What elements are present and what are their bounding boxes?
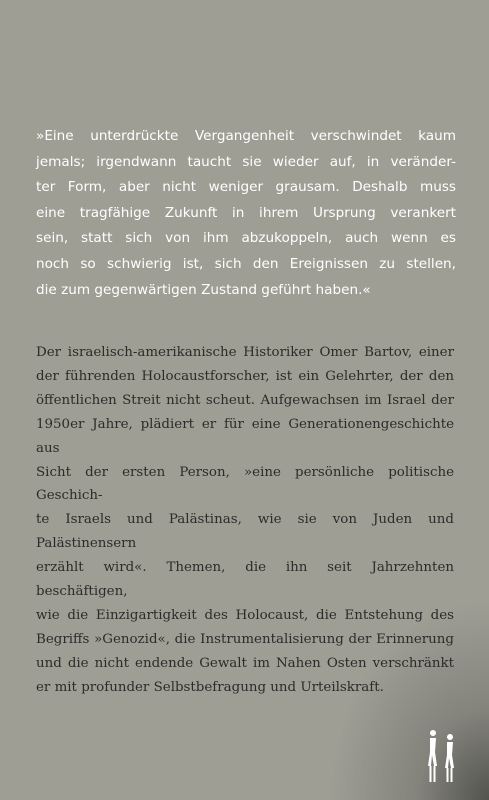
blurb-line: Begriffs »Genozid«, die Instrumentalisierung der Erinnerung bbox=[36, 631, 454, 647]
quote-line: eine tragfähige Zukunft in ihrem Ursprung verankert bbox=[36, 204, 456, 221]
quote-line: »Eine unterdrückte Vergangenheit verschwindet kaum bbox=[36, 128, 456, 144]
blurb-line: der führenden Holocaustforscher, ist ein Gelehrter, der den bbox=[36, 368, 454, 384]
blurb-line: öffentlichen Streit nicht scheut. Aufgewachsen im Israel der bbox=[36, 392, 454, 408]
quote-line: die zum gegenwärtigen Zustand geführt haben.« bbox=[36, 281, 371, 298]
blurb-line: 1950er Jahre, plädiert er für eine Generationengeschichte aus bbox=[36, 416, 454, 456]
blurb-line: Der israelisch-amerikanische Historiker Omer Bartov, einer bbox=[36, 345, 454, 360]
stylized-figures-icon bbox=[422, 728, 462, 784]
blurb-line: er mit profunder Selbstbefragung und Urteilskraft. bbox=[36, 679, 384, 695]
blurb-line: Sicht der ersten Person, »eine persönliche politische Geschich- bbox=[36, 464, 454, 504]
quote-line: jemals; irgendwann taucht sie wieder auf, in veränder- bbox=[36, 153, 456, 170]
quote-line: sein, statt sich von ihm abzukoppeln, auch wenn es bbox=[36, 230, 456, 247]
blurb-line: wie die Einzigartigkeit des Holocaust, die Entstehung des bbox=[36, 607, 454, 623]
blurb-line: te Israels und Palästinas, wie sie von Juden und Palästinensern bbox=[36, 512, 454, 552]
blurb-line: und die nicht endende Gewalt im Nahen Osten verschränkt bbox=[36, 655, 454, 671]
blurb-line: erzählt wird«. Themen, die ihn seit Jahrzehnten beschäftigen, bbox=[36, 560, 454, 600]
cover-quote bbox=[36, 124, 456, 303]
blurb-text bbox=[36, 341, 454, 700]
quote-line: noch so schwierig ist, sich den Ereignissen zu stellen, bbox=[36, 255, 456, 272]
quote-line: ter Form, aber nicht weniger grausam. Deshalb muss bbox=[36, 179, 456, 196]
